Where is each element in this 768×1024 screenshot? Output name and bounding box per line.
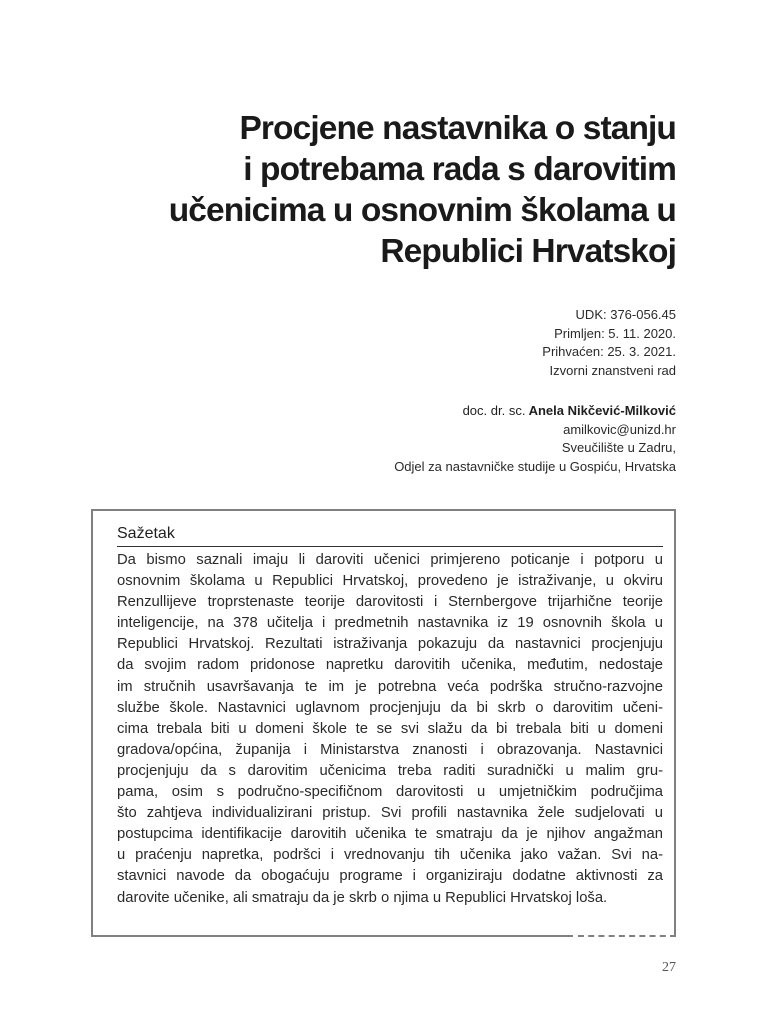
- author-affiliation-university: Sveučilište u Zadru,: [561, 440, 676, 455]
- abstract-line: Da bismo saznali imaju li daroviti učenici primjereno poticanje i potporu u: [117, 552, 663, 568]
- abstract-line: cima trebala biti u domeni škole te se svi slažu da bi trebala biti u domeni: [117, 720, 663, 737]
- abstract-frame-dashed-edge: [578, 935, 676, 937]
- abstract-line: službe škole. Nastavnici uglavnom procjenjuju da bi skrb o darovitim učeni-: [117, 699, 663, 716]
- abstract-heading: Sažetak: [117, 523, 663, 547]
- received-date: Primljen: 5. 11. 2020.: [554, 325, 676, 341]
- article-title: [116, 108, 676, 272]
- accepted-date: Prihvaćen: 25. 3. 2021.: [542, 344, 676, 359]
- title-line: učenicima u osnovnim školama u: [168, 192, 676, 229]
- abstract-line: da svojim radom pridonose napretku darovitih učenika, međutim, nedostaje: [117, 657, 663, 674]
- title-line: Republici Hrvatskoj: [380, 233, 676, 270]
- abstract-line: gradova/općina, županija i Ministarstva znanosti i obrazovanja. Nastavnici: [117, 741, 663, 758]
- page-number: 27: [662, 960, 676, 975]
- title-line: Procjene nastavnika o stanju: [239, 110, 676, 147]
- author-affiliation-department: Odjel za nastavničke studije u Gospiću, Hrvatska: [394, 458, 676, 474]
- abstract-line: u praćenju napretka, podršci i vrednovanju tih učenika jako važan. Svi na-: [117, 847, 663, 864]
- abstract-line: darovite učenike, ali smatraju da je skrb o njima u Republici Hrvatskoj loša.: [117, 889, 608, 906]
- abstract-line: pama, osim s područno-specifičnom darovitosti u umjetničkim područjima: [117, 784, 663, 801]
- author-name-line: [394, 402, 676, 421]
- author-name: Anela Nikčević-Milković: [528, 403, 676, 418]
- abstract-line: Republici Hrvatskoj. Rezultati istraživanja pokazuju da nastavnici procjenjuju: [117, 636, 663, 653]
- abstract-frame-bottom-border: [91, 935, 573, 937]
- author-email: amilkovic@unizd.hr: [563, 421, 676, 437]
- abstract-body: [117, 550, 663, 909]
- article-metadata: [542, 306, 676, 380]
- author-honorific: doc. dr. sc.: [462, 403, 526, 418]
- abstract-line: Renzullijeve troprstenaste teorije darovitosti i Sternbergove trijarhične teorije: [117, 594, 663, 611]
- abstract-line: im stručnih usavršavanja te im je potrebna veća podrška stručno-razvojne: [117, 678, 663, 695]
- abstract-line: što zahtjeva individualizirani pristup. Svi profili nastavnika žele sudjelovati u: [117, 805, 663, 822]
- abstract-line: procjenjuju da s darovitim učenicima treba raditi suradnički u malim gru-: [117, 762, 663, 779]
- author-block: [394, 402, 676, 476]
- abstract-line: inteligencije, na 378 učitelja i predmetnih nastavnika iz 19 osnovnih škola u: [117, 615, 663, 632]
- abstract-line: stavnici navode da obogaćuju programe i organiziraju dodatne aktivnosti za: [117, 868, 663, 885]
- abstract-line: postupcima identifikacije darovitih učenika te smatraju da je njihov angažman: [117, 826, 663, 843]
- title-line: i potrebama rada s darovitim: [243, 151, 676, 188]
- article-type: Izvorni znanstveni rad: [549, 362, 676, 378]
- abstract-line: osnovnim školama u Republici Hrvatskoj, provedeno je istraživanje, u okviru: [117, 573, 663, 590]
- udk-code: UDK: 376-056.45: [575, 307, 676, 322]
